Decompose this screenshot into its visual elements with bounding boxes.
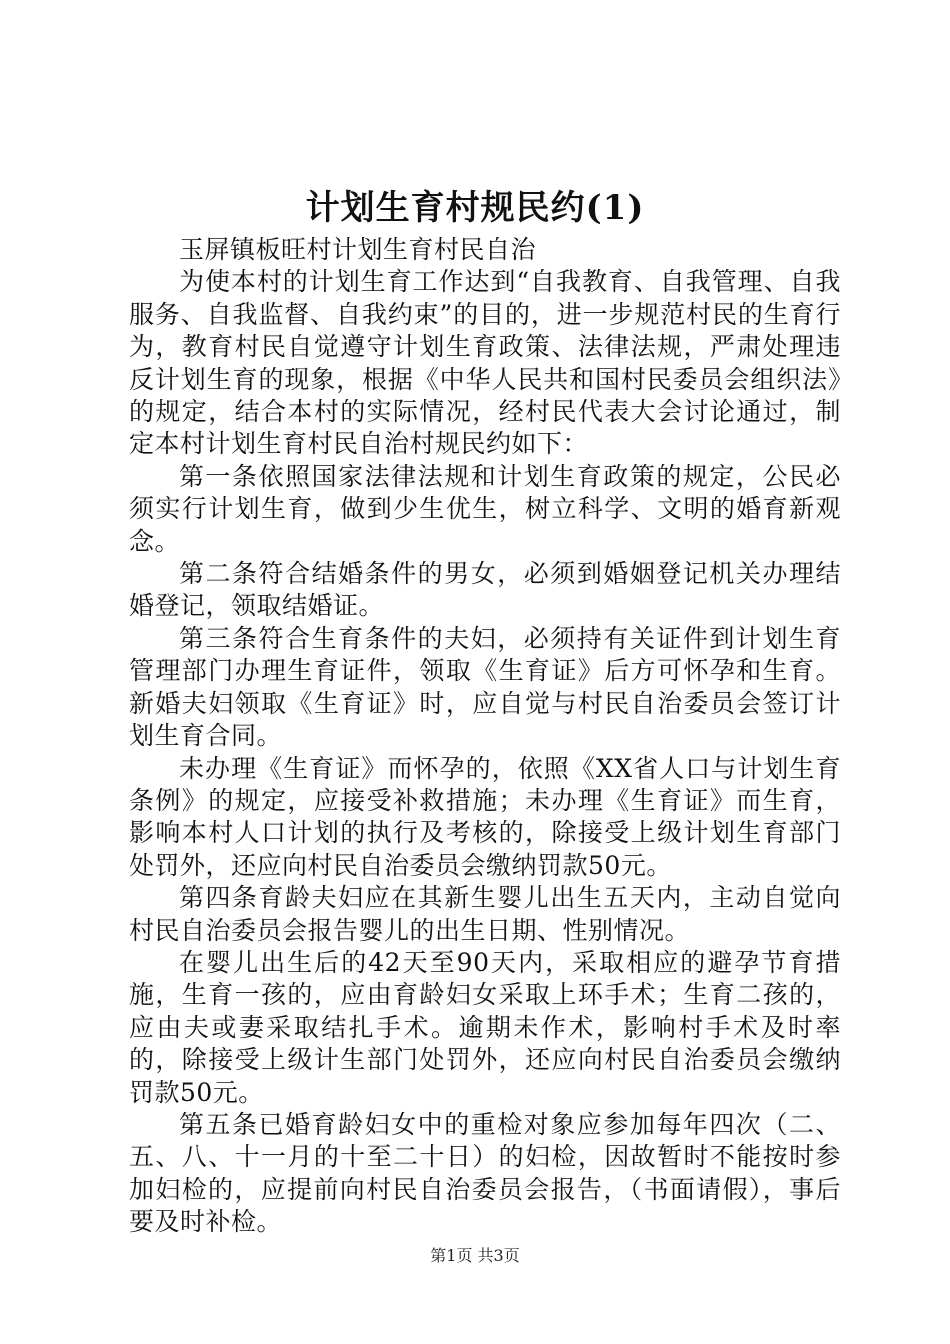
page-number-footer: 第1页 共3页	[430, 1246, 520, 1265]
paragraph-article-4: 第四条育龄夫妇应在其新生婴儿出生五天内，主动自觉向村民自治委员会报告婴儿的出生日期、性别情况。	[129, 883, 841, 945]
paragraph-article-1: 第一条依照国家法律法规和计划生育政策的规定，公民必须实行计划生育，做到少生优生，树立科学、文明的婚育新观念。	[129, 461, 841, 556]
paragraph-article-2: 第二条符合结婚条件的男女，必须到婚姻登记机关办理结婚登记，领取结婚证。	[129, 559, 841, 621]
document-title: 计划生育村规民约(1)	[305, 188, 645, 228]
paragraph-article-4-continued: 在婴儿出生后的42天至90天内，采取相应的避孕节育措施，生育一孩的，应由育龄妇女采取上环手术；生育二孩的，应由夫或妻采取结扎手术。逾期未作术，影响村手术及时率的，除接受上级计生部门处罚外，还应向村民自治委员会缴纳罚款50元。	[129, 947, 841, 1107]
paragraph-article-3: 第三条符合生育条件的夫妇，必须持有关证件到计划生育管理部门办理生育证件，领取《生育证》后方可怀孕和生育。新婚夫妇领取《生育证》时，应自觉与村民自治委员会签订计划生育合同。	[129, 623, 841, 751]
paragraph-preamble: 为使本村的计划生育工作达到“自我教育、自我管理、自我服务、自我监督、自我约束”的目的，进一步规范村民的生育行为，教育村民自觉遵守计划生育政策、法律法规，严肃处理违反计划生育的现象，根据《中华人民共和国村民委员会组织法》的规定，结合本村的实际情况，经村民代表大会讨论通过，制定本村计划生育村民自治村规民约如下：	[129, 267, 841, 459]
paragraph-article-5: 第五条已婚育龄妇女中的重检对象应参加每年四次（二、五、八、十一月的十至二十日）的妇检，因故暂时不能按时参加妇检的，应提前向村民自治委员会报告，（书面请假），事后要及时补检。	[129, 1109, 841, 1237]
paragraph-article-3-continued: 未办理《生育证》而怀孕的，依照《XX省人口与计划生育条例》的规定，应接受补救措施；未办理《生育证》而生育，影响本村人口计划的执行及考核的，除接受上级计划生育部门处罚外，还应向村民自治委员会缴纳罚款50元。	[129, 753, 841, 880]
document-body	[129, 234, 841, 1239]
paragraph-heading: 玉屏镇板旺村计划生育村民自治	[179, 235, 537, 264]
